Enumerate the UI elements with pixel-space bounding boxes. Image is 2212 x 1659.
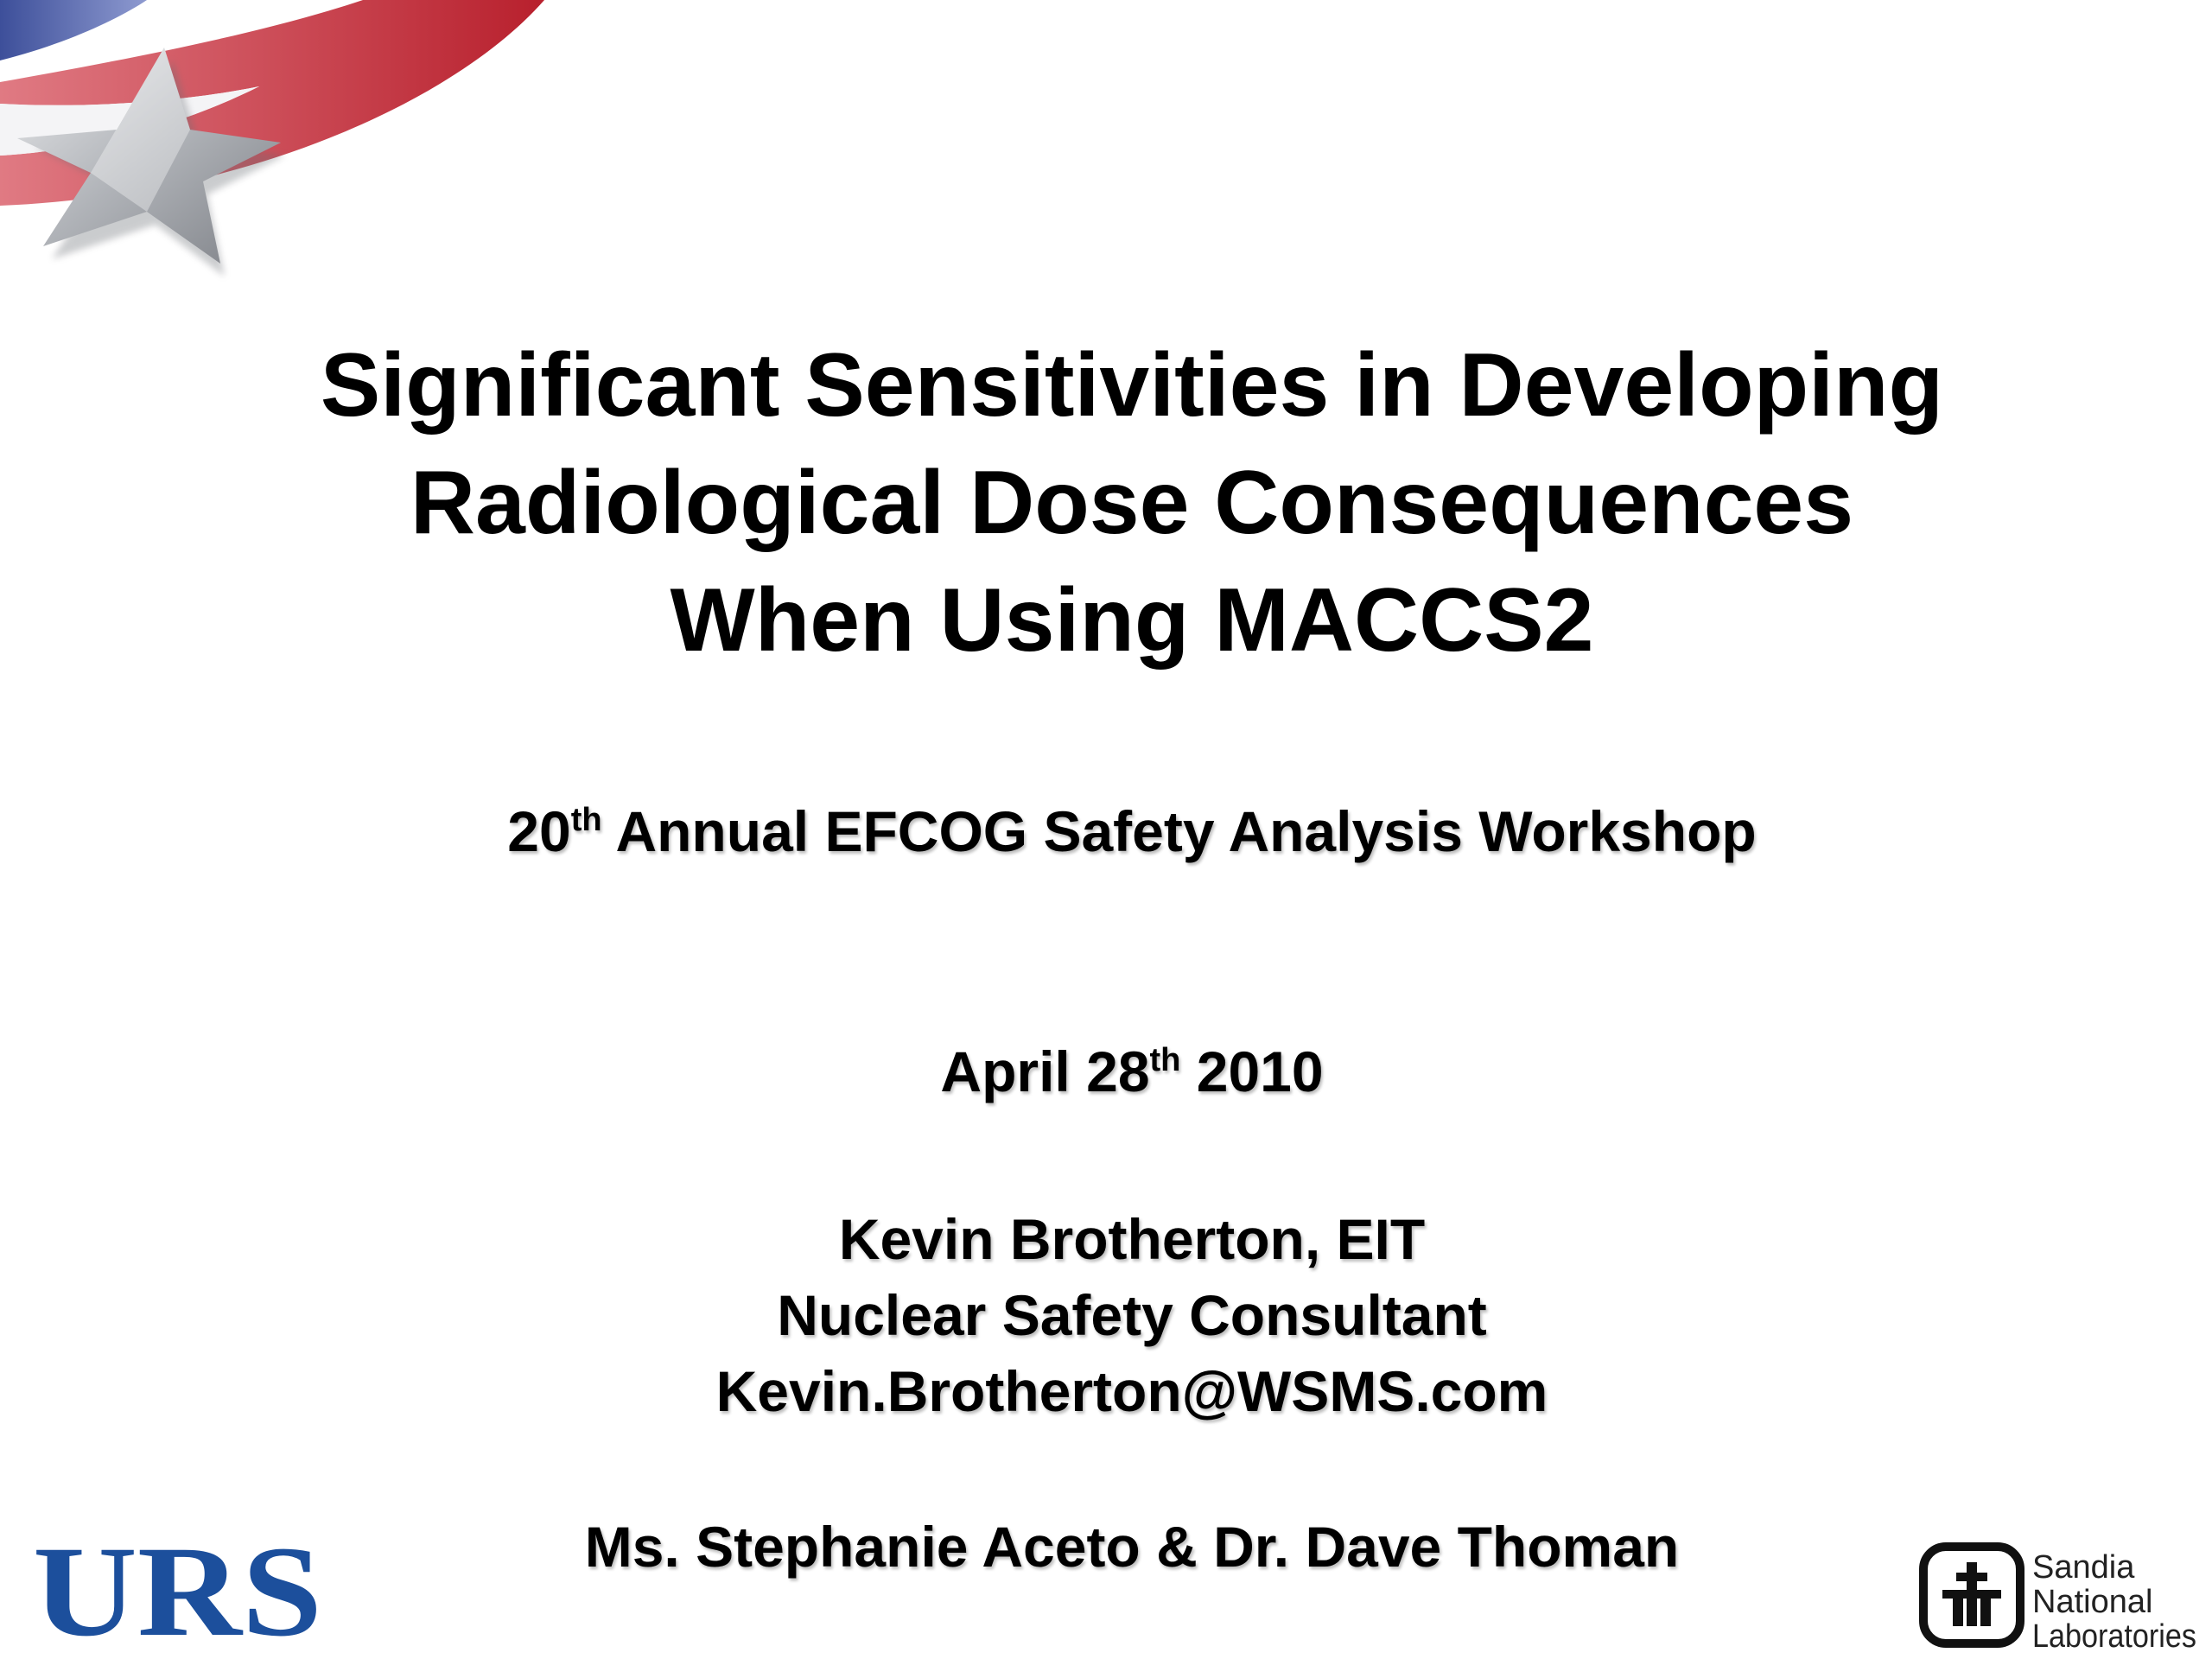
date-line (0, 1037, 2212, 1106)
workshop-ordinal-suffix: th (570, 802, 602, 838)
date-year: 2010 (1196, 1039, 1324, 1103)
urs-logo-text: URS (33, 1529, 322, 1650)
sandia-line-2: National (2032, 1584, 2153, 1620)
presenter-name: Kevin Brotherton, EIT (838, 1207, 1426, 1271)
slide-title (0, 327, 2212, 679)
date-day: 28 (1086, 1039, 1150, 1103)
title-line-3: When Using MACCS2 (670, 570, 1594, 671)
presenter-email: Kevin.Brotherton@WSMS.com (715, 1359, 1548, 1423)
sandia-thunderbird-icon (1923, 1547, 2020, 1643)
star-swoosh-decoration (0, 0, 605, 294)
workshop-name: Annual EFCOG Safety Analysis Workshop (615, 799, 1757, 863)
sandia-line-1: Sandia (2032, 1549, 2135, 1586)
workshop-line (0, 797, 2212, 866)
workshop-ordinal: 20 (507, 799, 571, 863)
title-line-1: Significant Sensitivities in Developing (320, 335, 1944, 435)
sandia-line-3: Laboratories (2032, 1618, 2196, 1655)
date-month: April (940, 1039, 1071, 1103)
coauthors: Ms. Stephanie Aceto & Dr. Dave Thoman (584, 1515, 1680, 1579)
date-day-suffix: th (1149, 1042, 1181, 1078)
sandia-logo (1918, 1529, 2203, 1659)
title-line-2: Radiological Dose Consequences (410, 453, 1854, 553)
urs-logo (33, 1529, 327, 1650)
presenter-role: Nuclear Safety Consultant (777, 1283, 1487, 1347)
